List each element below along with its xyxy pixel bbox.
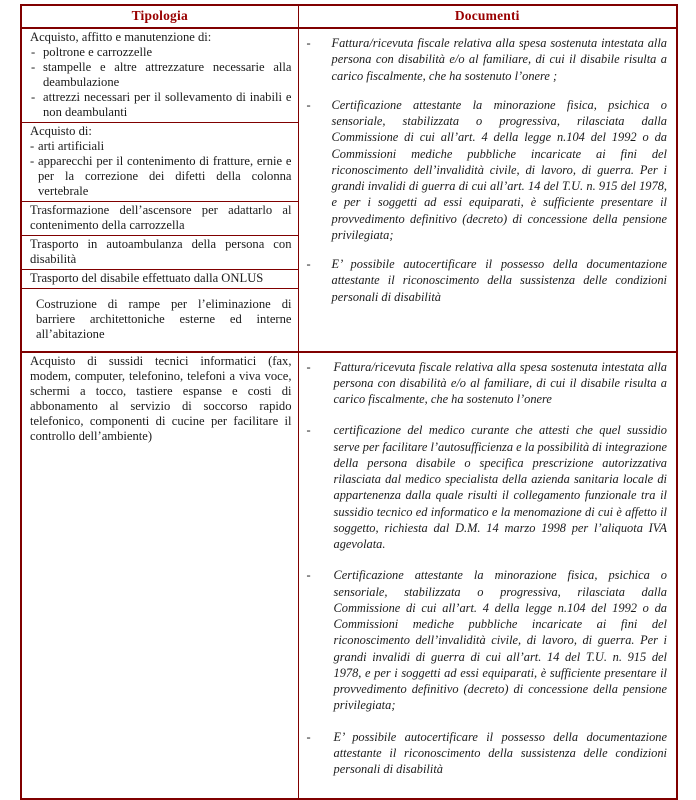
tipologia-text: Acquisto di sussidi tecnici informatici (fax, modem, computer, telefonino, telefoni a viva voce, schermi a tocco, tastiere espanse e costi di abbonamento al servizio di soccorso rapido telefonico, componenti di cucine per facilitare il controllo dell’ambiente) (30, 353, 292, 443)
list-item: - apparecchi per il contenimento di fratture, ernie e per la correzione dei difetti della colonna vertebrale (30, 154, 292, 199)
benefits-documents-table (20, 4, 678, 800)
list-item: - poltrone e carrozzelle (30, 45, 292, 60)
tipologia-cell-trasporto-onlus (21, 269, 298, 288)
list-item: - attrezzi necessari per il sollevamento di inabili e non deambulanti (30, 90, 292, 120)
tipologia-text: Costruzione di rampe per l’eliminazione di barriere architettoniche esterne ed interne all’abitazione (36, 296, 292, 341)
table-row (21, 28, 677, 122)
list-item: - certificazione del medico curante che attesti che quel sussidio serve per facilitare l’autosufficienza e la possibilità di integrazione della persona disabile o specifica prescrizione autorizzativa rilasciata dal medico specialista della azienda sanitaria locale di appartenenza dalla quale risulti il collegamento funzionale tra il sussidio tecnico ed informatico e la menomazione di cui è affetto il soggetto, richiesta dal D.M. 14 marzo 1998 per l’aliquota IVA agevolata. (305, 422, 668, 552)
list-item: - Certificazione attestante la minorazione fisica, psichica o sensoriale, stabilizzata o progressiva, rilasciata dalla Commissione di cui all’art. 4 della legge n.104 del 1992 o da Commissioni mediche pubbliche incaricate ai fini del riconoscimento dell’invalidità civile, di lavoro, di guerra. Per i grandi invalidi di guerra di cui all’art. 14 del T.U. n. 915 del 1978, e per i soggetti ad essi equiparati, è sufficiente presentare il provvedimento definitivo (decreto) di concessione della pensione privilegiata; (305, 567, 668, 713)
tipologia-item-list (30, 139, 292, 199)
table-row (21, 352, 677, 800)
table-body (21, 28, 677, 799)
tipologia-item-list (30, 45, 292, 120)
header-row (21, 5, 677, 28)
column-header-documenti: Documenti (298, 5, 677, 28)
list-item: - arti artificiali (30, 139, 292, 154)
list-item: - E’ possibile autocertificare il possesso della documentazione attestante il riconoscimento della sussistenza delle condizioni personali di disabilità (305, 729, 668, 778)
documenti-cell-section-two (298, 352, 677, 800)
tipologia-text: Trasformazione dell’ascensore per adattarlo al contenimento della carrozzella (30, 202, 292, 232)
tipologia-text: Trasporto del disabile effettuato dalla ONLUS (30, 270, 264, 285)
tipologia-lead: Acquisto di: (30, 123, 92, 138)
list-item: - Fattura/ricevuta fiscale relativa alla spesa sostenuta intestata alla persona con disabilità e/o al familiare, di cui il disabile risulta a carico fiscalmente, che ha sostenuto l’onere ; (305, 35, 668, 84)
tipologia-text: Trasporto in autoambulanza della persona con disabilità (30, 236, 292, 266)
tipologia-cell-costruzione-rampe (21, 288, 298, 351)
list-item: - E’ possibile autocertificare il possesso della documentazione attestante il riconoscimento della sussistenza delle condizioni personali di disabilità (305, 256, 668, 305)
tipologia-lead: Acquisto, affitto e manutenzione di: (30, 30, 212, 44)
tipologia-cell-trasporto-autoambulanza (21, 235, 298, 269)
documenti-item-list (305, 359, 668, 778)
list-item: - stampelle e altre attrezzature necessarie alla deambulazione (30, 60, 292, 90)
documenti-cell-section-one (298, 28, 677, 352)
table-header (21, 5, 677, 28)
list-item: - Fattura/ricevuta fiscale relativa alla spesa sostenuta intestata alla persona con disabilità e/o al familiare, di cui il disabile risulta a carico fiscalmente, che ha sostenuto l’onere (305, 359, 668, 408)
tipologia-cell-acquisto-affitto (21, 28, 298, 122)
column-header-tipologia: Tipologia (21, 5, 298, 28)
tipologia-cell-acquisto-di (21, 122, 298, 201)
tipologia-cell-sussidi-informatici (21, 352, 298, 800)
list-item: - Certificazione attestante la minorazione fisica, psichica o sensoriale, stabilizzata o progressiva, rilasciata dalla Commissione di cui all’art. 4 della legge n.104 del 1992 o da Commissioni mediche pubbliche incaricate ai fini del riconoscimento dell’invalidità civile, di lavoro, di guerra. Per i grandi invalidi di guerra di cui all’art. 14 del T.U. n. 915 del 1978, e per i soggetti ad essi equiparati, è sufficiente presentare il provvedimento definitivo (decreto) di concessione della pensione privilegiata; (305, 97, 668, 243)
tipologia-cell-trasformazione-ascensore (21, 201, 298, 235)
documenti-item-list (305, 35, 668, 305)
